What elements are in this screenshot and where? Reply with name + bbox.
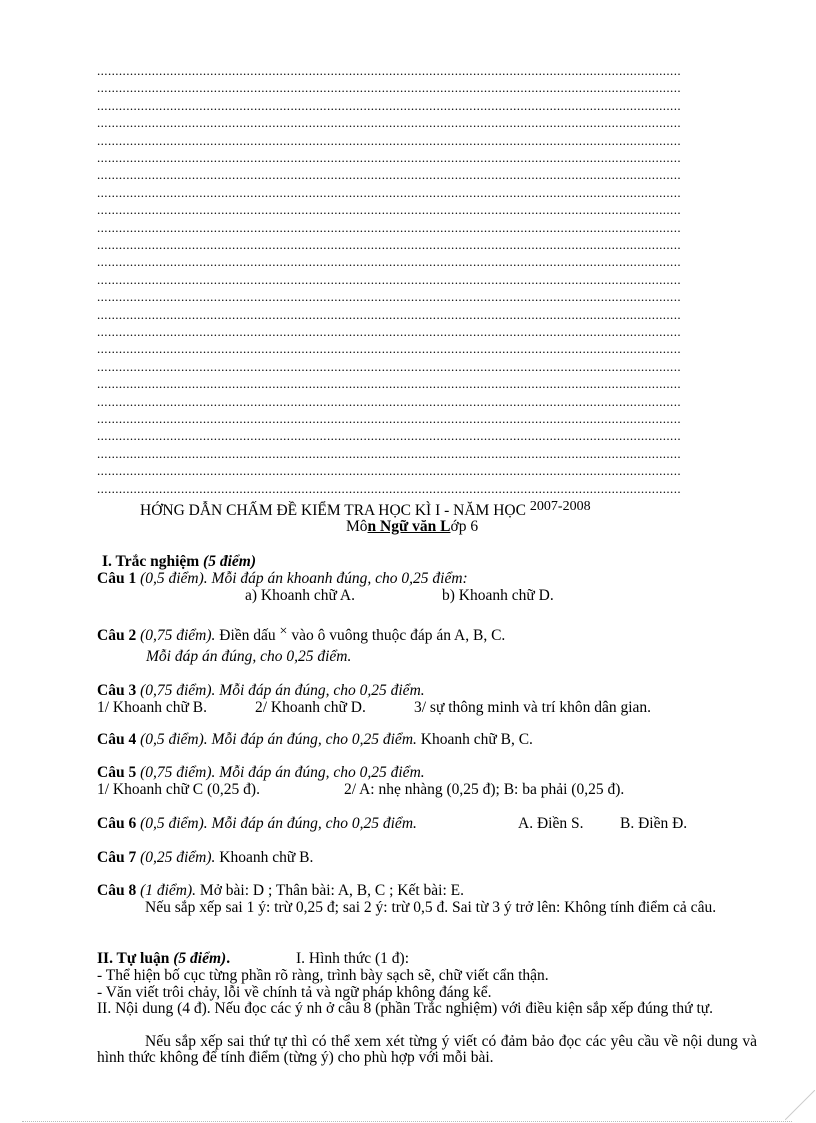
answer-dotted-line: ................................................................................................................................................................ [97,376,681,392]
question-6-note: Mỗi đáp án đúng, cho 0,25 điểm. [211,815,417,832]
answer-dotted-line: ................................................................................................................................................................ [97,97,681,113]
answer-dotted-line: ................................................................................................................................................................ [97,428,681,444]
question-8-answer: Mở bài: D ; Thân bài: A, B, C ; Kết bài: E. [199,882,464,899]
answer-dotted-line: ................................................................................................................................................................ [97,80,681,96]
question-2-note: Mỗi đáp án đúng, cho 0,25 điểm. [146,648,352,665]
ordering-note: Nếu sắp xếp sai thứ tự thì có thể xem xét từng ý viết có đảm bảo đọc các yêu cầu về nội dung và hình thức không để tính điểm (từng ý) cho phù hợp với mỗi bài. [97,1033,757,1066]
page-corner-fold-icon [785,1090,815,1120]
form-item-2: - Văn viết trôi chảy, lỗi về chính tả và ngữ pháp không đáng kể. [97,984,492,1001]
answer-dotted-line: ................................................................................................................................................................ [97,115,681,131]
part1-heading [102,553,256,571]
subject-line [346,518,478,536]
question-6-answer-b: B. Điền Đ. [620,815,688,832]
question-2-text-before: Điền dấu [219,627,276,644]
question-1-points: (0,5 điểm). [140,570,208,587]
cross-mark-icon: × [279,624,288,639]
question-5 [97,764,425,782]
answer-dotted-line: ................................................................................................................................................................ [97,271,681,287]
answer-dotted-line: ................................................................................................................................................................ [97,445,681,461]
question-3-label: Câu 3 [97,682,137,699]
question-4-label: Câu 4 [97,731,137,748]
question-6 [97,815,417,833]
question-4-points: (0,5 điểm). [140,731,208,748]
answer-dotted-line: ................................................................................................................................................................ [97,150,681,165]
question-4 [97,731,533,749]
answer-dotted-line: ................................................................................................................................................................ [97,254,681,270]
form-item-1: - Thể hiện bố cục từng phần rõ ràng, trình bày sạch sẽ, chữ viết cẩn thận. [97,967,549,984]
answer-dotted-line: ................................................................................................................................................................ [97,463,681,479]
question-7 [97,849,313,867]
page-bottom-border [22,1121,792,1122]
answer-dotted-line: ................................................................................................................................................................ [97,341,681,357]
question-2-text-after: vào ô vuông thuộc đáp án A, B, C. [291,627,506,644]
part2-points: (5 điểm) [173,950,227,967]
answer-dotted-line: ................................................................................................................................................................ [97,393,681,409]
subject-suffix: ớp 6 [450,518,479,535]
question-8-label: Câu 8 [97,882,137,899]
question-3-note: Mỗi đáp án đúng, cho 0,25 điểm. [219,682,425,699]
question-1-label: Câu 1 [97,570,137,587]
answer-dotted-line: ................................................................................................................................................................ [97,219,681,235]
question-6-points: (0,5 điểm). [140,815,208,832]
question-7-points: (0,25 điểm). [140,849,216,866]
question-8 [97,882,464,900]
question-5-label: Câu 5 [97,764,137,781]
question-7-answer: Khoanh chữ B. [219,849,314,866]
question-8-rule: Nếu sắp xếp sai 1 ý: trừ 0,25 đ; sai 2 ý: trừ 0,5 đ. Sai từ 3 ý trở lên: Không tính điểm cả câu. [145,899,717,916]
question-3-points: (0,75 điểm). [140,682,216,699]
question-5-answer-1: 1/ Khoanh chữ C (0,25 đ). [97,781,260,798]
question-4-answer: Khoanh chữ B, C. [420,731,533,748]
question-6-label: Câu 6 [97,815,137,832]
form-label: I. Hình thức (1 đ): [296,950,410,967]
question-8-points: (1 điểm). [140,882,197,899]
question-7-label: Câu 7 [97,849,137,866]
question-1-answer-b: b) Khoanh chữ D. [442,587,554,604]
part2-heading: II. Tự luận (5 điểm). [97,950,231,967]
question-3 [97,682,425,700]
question-2-label: Câu 2 [97,627,137,644]
answer-dotted-line: ................................................................................................................................................................ [97,167,681,183]
answer-dotted-line: ................................................................................................................................................................ [97,289,681,305]
answer-dotted-line: ................................................................................................................................................................ [97,306,681,322]
answer-dotted-line: ................................................................................................................................................................ [97,480,681,496]
guide-title-main: HỚNG DẪN CHẤM ĐỀ KIỂM TRA HỌC KÌ I - NĂM HỌC [140,502,526,519]
question-5-note: Mỗi đáp án đúng, cho 0,25 điểm. [219,764,425,781]
answer-dotted-line: ................................................................................................................................................................ [97,184,681,200]
question-3-answer-3: 3/ sự thông minh và trí khôn dân gian. [414,699,652,716]
question-4-note: Mỗi đáp án đúng, cho 0,25 điểm. [211,731,417,748]
answer-dotted-line: ................................................................................................................................................................ [97,358,681,374]
subject-name: n Ngữ văn L [367,518,451,535]
question-3-answer-1: 1/ Khoanh chữ B. [97,699,207,716]
question-6-answer-a: A. Điền S. [518,815,584,832]
answer-dotted-line: ................................................................................................................................................................ [97,411,681,426]
question-2 [97,624,506,646]
question-2-points: (0,75 điểm). [140,627,216,644]
answer-dotted-line: ................................................................................................................................................................ [97,63,681,78]
content-criteria: II. Nội dung (4 đ). Nếu đọc các ý nh ở câu 8 (phần Trắc nghiệm) với điều kiện sắp xếp đúng thứ tự. [97,1000,714,1017]
answer-dotted-line: ................................................................................................................................................................ [97,237,681,252]
question-1-note: Mỗi đáp án khoanh đúng, cho 0,25 điểm: [211,570,468,587]
question-1 [97,570,468,588]
question-5-points: (0,75 điểm). [140,764,216,781]
part1-points: (5 điểm) [203,553,256,570]
answer-dotted-line: ................................................................................................................................................................ [97,324,681,339]
subject-prefix: Mô [346,518,368,535]
question-3-answer-2: 2/ Khoanh chữ D. [255,699,366,716]
question-5-answer-2: 2/ A: nhẹ nhàng (0,25 đ); B: ba phải (0,25 đ). [344,781,625,798]
answer-dotted-line: ................................................................................................................................................................ [97,132,681,148]
school-year: 2007-2008 [529,499,591,514]
answer-dotted-line: ................................................................................................................................................................ [97,202,681,218]
part1-title: I. Trắc nghiệm [102,553,200,570]
question-1-answer-a: a) Khoanh chữ A. [245,587,355,604]
part2-title: II. Tự luận [97,950,170,967]
